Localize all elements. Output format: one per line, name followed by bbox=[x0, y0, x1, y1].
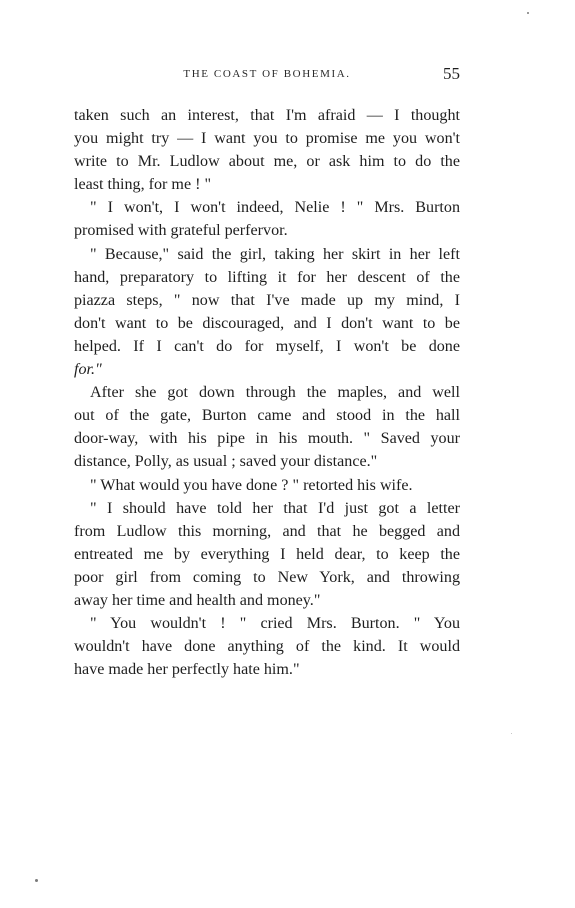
text-line: taken such an interest, that I'm afraid — I thought bbox=[74, 107, 460, 124]
text-line: " I should have told her that I'd just got a letter bbox=[90, 499, 460, 517]
text-line: " What would you have done ? " retorted his wife. bbox=[90, 476, 413, 494]
text-line: wouldn't have done anything of the kind. It would bbox=[74, 638, 460, 656]
text-line: helped. If I can't do for myself, I won't be done bbox=[74, 337, 460, 355]
text-line: poor girl from coming to New York, and throwing bbox=[74, 568, 460, 586]
text-line: door-way, with his pipe in his mouth. " Saved your bbox=[74, 430, 460, 448]
text-line: from Ludlow this morning, and that he begged and bbox=[74, 522, 460, 540]
text-line: away her time and health and money." bbox=[74, 591, 321, 609]
text-line: write to Mr. Ludlow about me, or ask him to do the bbox=[74, 153, 460, 171]
text-line: " Because," said the girl, taking her skirt in her left bbox=[90, 245, 460, 263]
text-line: piazza steps, " now that I've made up my mind, I bbox=[74, 291, 460, 309]
text-line: " I won't, I won't indeed, Nelie ! " Mrs. Burton bbox=[90, 199, 460, 217]
text-line: you might try — I want you to promise me you won't bbox=[74, 130, 460, 148]
print-speck bbox=[511, 733, 512, 734]
running-head: THE COAST OF BOHEMIA. bbox=[183, 68, 351, 80]
text-line: don't want to be discouraged, and I don't want to be bbox=[74, 314, 460, 332]
text-line: for." bbox=[74, 361, 102, 379]
text-line: least thing, for me ! " bbox=[74, 176, 212, 194]
text-line: hand, preparatory to lifting it for her descent of the bbox=[74, 268, 460, 286]
text-line: have made her perfectly hate him." bbox=[74, 661, 300, 679]
page-number: 55 bbox=[443, 64, 460, 83]
text-line: After she got down through the maples, and well bbox=[90, 384, 460, 402]
text-line: promised with grateful perfervor. bbox=[74, 222, 288, 240]
text-line: distance, Polly, as usual ; saved your distance." bbox=[74, 453, 378, 471]
print-speck bbox=[35, 879, 38, 882]
text-line: entreated me by everything I held dear, to keep the bbox=[74, 545, 460, 563]
text-line: " You wouldn't ! " cried Mrs. Burton. " You bbox=[90, 615, 460, 633]
text-line: out of the gate, Burton came and stood in the hall bbox=[74, 407, 460, 425]
print-speck bbox=[527, 12, 529, 14]
body-text bbox=[74, 104, 460, 681]
page-header bbox=[74, 64, 460, 88]
